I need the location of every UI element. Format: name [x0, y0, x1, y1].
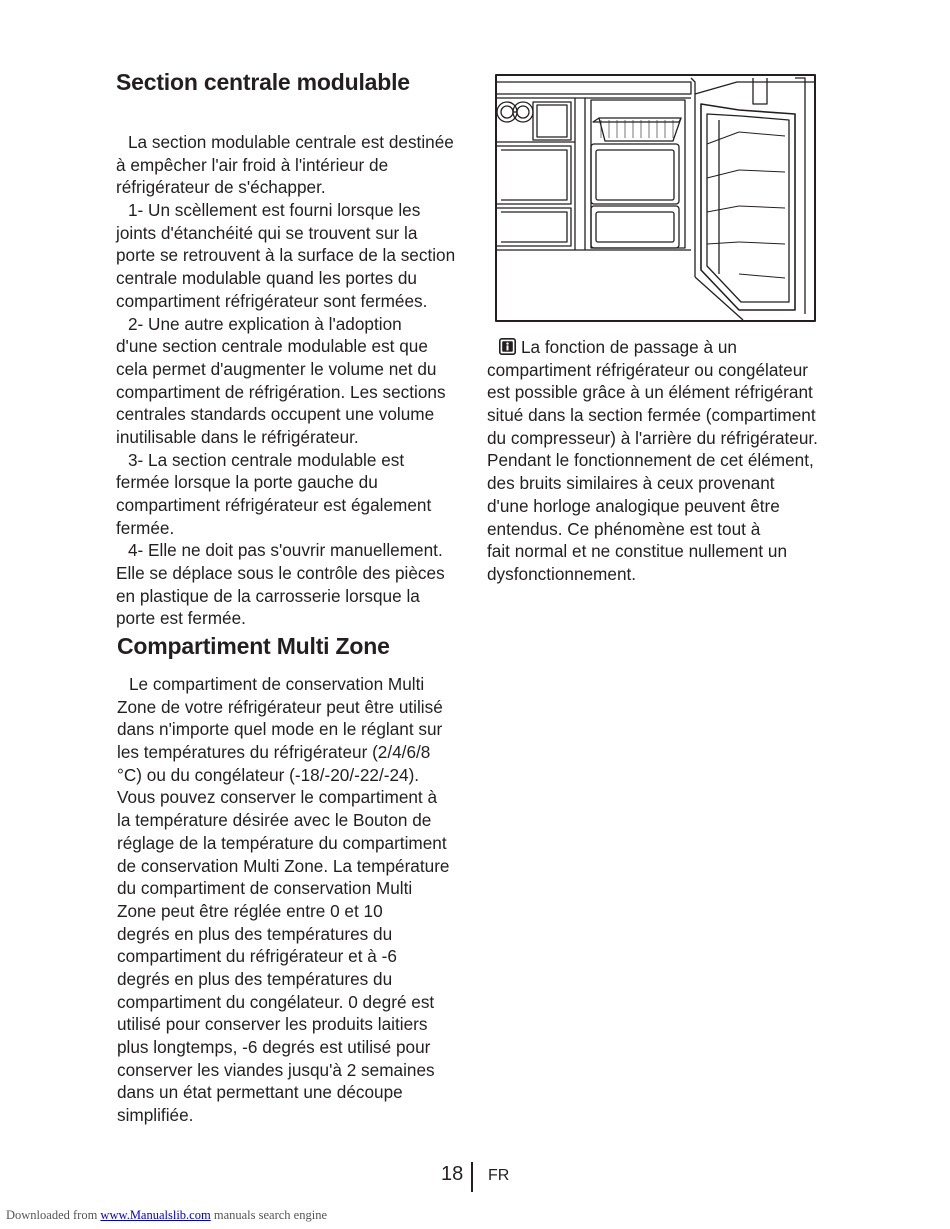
- download-prefix: Downloaded from: [6, 1208, 101, 1222]
- paragraph-line: compartiment du congélateur. 0 degré est: [117, 991, 435, 1012]
- paragraph-line: simplifiée.: [117, 1105, 194, 1126]
- paragraph-line: dans n'importe quel mode en le réglant sur: [117, 719, 443, 740]
- paragraph-line: conserver les viandes jusqu'à 2 semaines: [117, 1059, 435, 1080]
- paragraph-line: les températures du réfrigérateur (2/4/6/8: [117, 742, 431, 763]
- paragraph-line: 2- Une autre explication à l'adoption: [128, 313, 402, 334]
- info-note-first-line: [487, 336, 842, 359]
- paragraph-line: degrés en plus des températures du: [117, 968, 393, 989]
- paragraph-line: fermée lorsque la porte gauche du: [116, 472, 378, 493]
- section-title-multizone: Compartiment Multi Zone: [117, 633, 390, 659]
- paragraph-line: compartiment réfrigérateur sont fermées.: [116, 290, 428, 311]
- paragraph-line: plus longtemps, -6 degrés est utilisé pour: [117, 1037, 431, 1057]
- paragraph-line: °C) ou du congélateur (-18/-20/-22/-24).: [117, 764, 420, 785]
- info-note-line: des bruits similaires à ceux provenant: [487, 473, 775, 494]
- paragraph-line: Le compartiment de conservation Multi: [129, 674, 425, 694]
- paragraph-line: 3- La section centrale modulable est: [128, 449, 405, 470]
- info-note-line: compartiment réfrigérateur ou congélateur: [487, 359, 808, 380]
- page-language: FR: [488, 1167, 510, 1184]
- paragraph-line: degrés en plus des températures du: [117, 923, 393, 944]
- info-note-line: La fonction de passage à un: [521, 337, 737, 357]
- manualslib-link[interactable]: www.Manualslib.com: [100, 1208, 211, 1222]
- paragraph-line: porte est fermée.: [116, 608, 246, 629]
- paragraph-line: de conservation Multi Zone. La température: [117, 855, 450, 876]
- page-number: 18: [441, 1163, 464, 1185]
- info-note-line: situé dans la section fermée (compartiment: [487, 405, 816, 426]
- paragraph-line: compartiment de réfrigération. Les sections: [116, 381, 446, 402]
- info-icon: [499, 338, 516, 355]
- info-note-line: du compresseur) à l'arrière du réfrigérateur.: [487, 427, 818, 448]
- paragraph-line: utilisé pour conserver les produits laitiers: [117, 1014, 428, 1035]
- section-body-centrale: [116, 131, 481, 630]
- info-note-line: fait normal et ne constitue nullement un: [487, 541, 788, 562]
- paragraph-line: compartiment réfrigérateur est également: [116, 495, 432, 515]
- info-note-line: entendus. Ce phénomène est tout à: [487, 518, 761, 539]
- info-note-line: dysfonctionnement.: [487, 563, 637, 584]
- info-note-line: Pendant le fonctionnement de cet élément,: [487, 450, 814, 471]
- paragraph-line: réglage de la température du compartiment: [117, 832, 447, 853]
- paragraph-line: Zone de votre réfrigérateur peut être utilisé: [117, 696, 443, 717]
- paragraph-line: La section modulable centrale est destinée: [128, 132, 454, 152]
- paragraph-line: Zone peut être réglée entre 0 et 10: [117, 900, 383, 921]
- paragraph-line: dans un état permettant une découpe: [117, 1082, 403, 1103]
- paragraph-line: compartiment du réfrigérateur et à -6: [117, 946, 397, 967]
- info-note: [487, 336, 842, 586]
- page-number-divider: [471, 1162, 473, 1192]
- paragraph-line: inutilisable dans le réfrigérateur.: [116, 426, 359, 447]
- paragraph-line: 1- Un scèllement est fourni lorsque les: [128, 200, 421, 221]
- section-title-centrale: Section centrale modulable: [116, 69, 410, 95]
- paragraph-line: fermée.: [116, 517, 175, 538]
- paragraph-line: centrales standards occupent une volume: [116, 404, 435, 425]
- section-body-multizone: [117, 673, 482, 1127]
- paragraph-line: réfrigérateur de s'échapper.: [116, 177, 326, 198]
- paragraph-line: la température désirée avec le Bouton de: [117, 810, 432, 831]
- paragraph-line: d'une section centrale modulable est que: [116, 336, 428, 357]
- paragraph-line: joints d'étanchéité qui se trouvent sur la: [116, 222, 418, 243]
- paragraph-line: porte se retrouvent à la surface de la section: [116, 245, 456, 266]
- download-notice: [6, 1208, 327, 1223]
- fridge-illustration: [495, 74, 816, 322]
- paragraph-line: cela permet d'augmenter le volume net du: [116, 358, 437, 379]
- paragraph-line: du compartiment de conservation Multi: [117, 878, 413, 899]
- paragraph-line: en plastique de la carrosserie lorsque la: [116, 585, 420, 606]
- paragraph-line: à empêcher l'air froid à l'intérieur de: [116, 154, 389, 175]
- info-note-line: est possible grâce à un élément réfrigérant: [487, 382, 813, 403]
- paragraph-line: Vous pouvez conserver le compartiment à: [117, 787, 438, 808]
- download-suffix: manuals search engine: [210, 1208, 327, 1222]
- info-note-line: d'une horloge analogique peuvent être: [487, 495, 780, 516]
- paragraph-line: centrale modulable quand les portes du: [116, 268, 417, 289]
- paragraph-line: Elle se déplace sous le contrôle des pièces: [116, 563, 445, 584]
- paragraph-line: 4- Elle ne doit pas s'ouvrir manuellement.: [128, 540, 443, 561]
